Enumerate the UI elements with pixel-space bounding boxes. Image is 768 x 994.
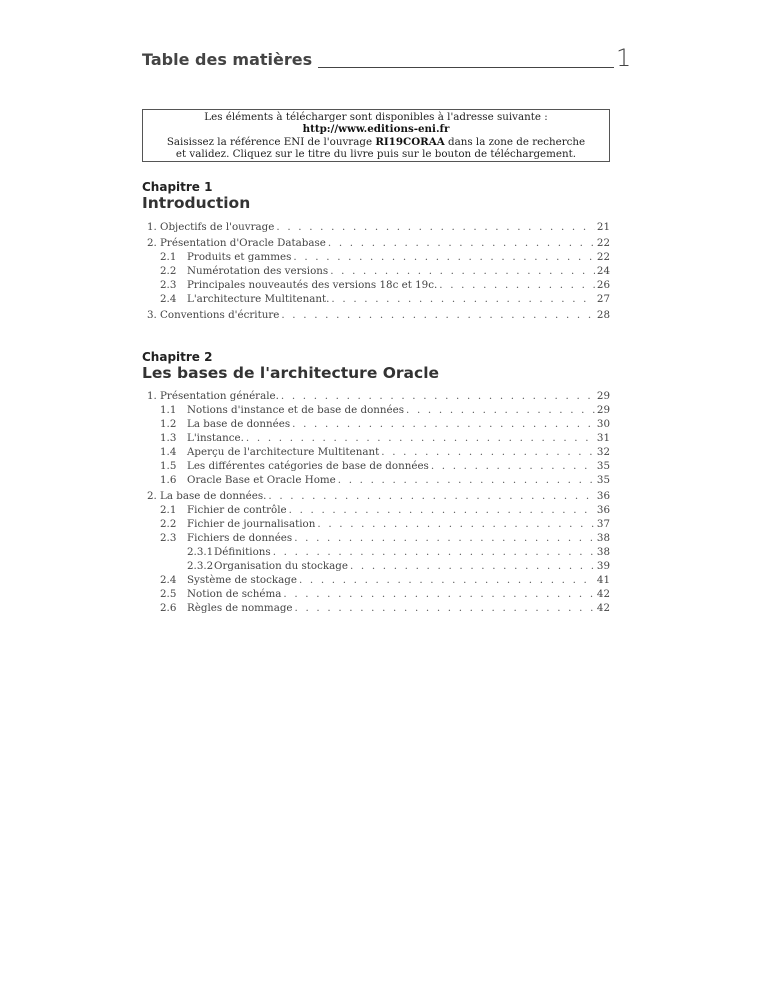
- entry-page: 36: [596, 504, 610, 516]
- entry-page: 37: [596, 518, 610, 530]
- entry-title: Oracle Base et Oracle Home: [187, 474, 336, 486]
- entry-number: 2.3: [160, 532, 177, 544]
- download-url[interactable]: http://www.editions-eni.fr: [302, 123, 450, 136]
- toc-entry[interactable]: [142, 531, 610, 545]
- entry-number: 2.4: [160, 293, 177, 305]
- entry-page: 35: [596, 474, 610, 486]
- leader-dots: [281, 389, 595, 403]
- leader-dots: [273, 545, 595, 559]
- entry-title: Système de stockage: [187, 574, 297, 586]
- leader-dots: [293, 250, 594, 264]
- leader-dots: [338, 473, 595, 487]
- entry-page: 22: [596, 237, 610, 249]
- leader-dots: [289, 503, 595, 517]
- entry-title: Produits et gammes: [187, 251, 292, 263]
- book-reference: RI19CORAA: [375, 135, 445, 148]
- entry-page: 35: [596, 460, 610, 472]
- toc-entry[interactable]: [142, 545, 610, 559]
- toc-entry[interactable]: [142, 308, 610, 322]
- entry-number: 1.2: [160, 418, 177, 430]
- chapter-label: Chapitre 1: [142, 180, 213, 194]
- entry-page: 36: [596, 490, 610, 502]
- notice-line: et validez. Cliquez sur le titre du livre puis sur le bouton de téléchargement.: [175, 147, 577, 160]
- entry-title: Conventions d'écriture: [160, 309, 280, 321]
- entry-title: Numérotation des versions: [187, 265, 329, 277]
- leader-dots: [283, 587, 595, 601]
- entry-page: 38: [596, 546, 610, 558]
- entry-page: 41: [596, 574, 610, 586]
- entry-title: L'instance.: [187, 432, 244, 444]
- toc-entry[interactable]: [142, 431, 610, 445]
- entry-number: 2.4: [160, 574, 177, 586]
- leader-dots: [439, 278, 595, 292]
- entry-number: 1.3: [160, 432, 177, 444]
- entry-page: 29: [596, 404, 610, 416]
- notice-line: Les éléments à télécharger sont disponibles à l'adresse suivante :: [204, 111, 548, 123]
- entry-page: 32: [596, 446, 610, 458]
- toc-list: [142, 389, 610, 615]
- leader-dots: [381, 445, 595, 459]
- entry-title: Présentation d'Oracle Database: [160, 237, 326, 249]
- toc-entry[interactable]: [142, 220, 610, 234]
- entry-title: Notions d'instance et de base de données: [187, 404, 405, 416]
- leader-dots: [350, 559, 595, 573]
- leader-dots: [276, 220, 595, 234]
- entry-title: Fichiers de données: [187, 532, 293, 544]
- entry-number: 1.: [147, 390, 157, 402]
- leader-dots: [292, 417, 595, 431]
- entry-title: Objectifs de l'ouvrage: [160, 221, 275, 233]
- entry-page: 22: [596, 251, 610, 263]
- entry-title: Notion de schéma: [187, 588, 282, 600]
- toc-entry[interactable]: [142, 403, 610, 417]
- chapter-title: Introduction: [142, 194, 251, 212]
- chapter-label: Chapitre 2: [142, 350, 213, 364]
- toc-entry[interactable]: [142, 417, 610, 431]
- entry-number: 2.1: [160, 251, 177, 263]
- entry-page: 39: [596, 560, 610, 572]
- entry-number: 1.4: [160, 446, 177, 458]
- notice-text: Saisissez la référence ENI de l'ouvrage: [166, 135, 376, 148]
- entry-number: 2.5: [160, 588, 177, 600]
- entry-title: Fichier de journalisation: [187, 518, 316, 530]
- toc-entry[interactable]: [142, 292, 610, 306]
- entry-title: La base de données: [187, 418, 291, 430]
- leader-dots: [330, 264, 595, 278]
- page-number: 1: [616, 44, 632, 72]
- entry-number: 1.6: [160, 474, 177, 486]
- chapter-title: Les bases de l'architecture Oracle: [142, 364, 440, 382]
- entry-number: 2.3.2: [187, 560, 214, 572]
- entry-number: 2.1: [160, 504, 177, 516]
- entry-title: Organisation du stockage: [214, 560, 348, 572]
- entry-page: 42: [596, 602, 610, 614]
- toc-entry[interactable]: [142, 236, 610, 250]
- toc-entry[interactable]: [142, 278, 610, 292]
- download-notice: [142, 109, 610, 162]
- entry-number: 2.: [147, 237, 157, 249]
- entry-title: La base de données.: [160, 490, 267, 502]
- entry-page: 27: [596, 293, 610, 305]
- toc-entry[interactable]: [142, 473, 610, 487]
- entry-number: 1.: [147, 221, 157, 233]
- header-rule: [318, 67, 614, 68]
- leader-dots: [268, 489, 595, 503]
- toc-entry[interactable]: [142, 573, 610, 587]
- leader-dots: [328, 236, 595, 250]
- toc-entry[interactable]: [142, 559, 610, 573]
- entry-title: Principales nouveautés des versions 18c et 19c.: [187, 279, 438, 291]
- entry-page: 30: [596, 418, 610, 430]
- chapter-heading: [142, 350, 439, 382]
- toc-entry[interactable]: [142, 250, 610, 264]
- toc-entry[interactable]: [142, 264, 610, 278]
- entry-number: 2.2: [160, 518, 177, 530]
- entry-number: 2.3: [160, 279, 177, 291]
- entry-page: 29: [596, 390, 610, 402]
- leader-dots: [431, 459, 595, 473]
- entry-number: 1.1: [160, 404, 177, 416]
- page-header: [142, 44, 632, 74]
- toc-entry[interactable]: [142, 503, 610, 517]
- entry-number: 2.6: [160, 602, 177, 614]
- entry-page: 24: [596, 265, 610, 277]
- entry-title: Aperçu de l'architecture Multitenant: [187, 446, 380, 458]
- entry-title: Présentation générale.: [160, 390, 279, 402]
- toc-entry[interactable]: [142, 517, 610, 531]
- entry-title: Les différentes catégories de base de données: [187, 460, 429, 472]
- entry-page: 38: [596, 532, 610, 544]
- toc-entry[interactable]: [142, 389, 610, 403]
- entry-title: Règles de nommage: [187, 602, 293, 614]
- entry-page: 26: [596, 279, 610, 291]
- toc-entry[interactable]: [142, 601, 610, 615]
- leader-dots: [331, 292, 594, 306]
- chapter-heading: [142, 180, 250, 212]
- entry-number: 2.2: [160, 265, 177, 277]
- entry-page: 42: [596, 588, 610, 600]
- entry-page: 31: [596, 432, 610, 444]
- entry-page: 28: [596, 309, 610, 321]
- toc-entry[interactable]: [142, 587, 610, 601]
- leader-dots: [295, 601, 595, 615]
- leader-dots: [317, 517, 595, 531]
- toc-entry[interactable]: [142, 445, 610, 459]
- leader-dots: [406, 403, 595, 417]
- notice-text: dans la zone de recherche: [444, 135, 586, 148]
- entry-number: 3.: [147, 309, 157, 321]
- leader-dots: [246, 431, 595, 445]
- leader-dots: [294, 531, 595, 545]
- entry-title: Définitions: [214, 546, 271, 558]
- entry-title: Fichier de contrôle: [187, 504, 287, 516]
- leader-dots: [299, 573, 595, 587]
- entry-number: 2.: [147, 490, 157, 502]
- toc-entry[interactable]: [142, 489, 610, 503]
- entry-page: 21: [596, 221, 610, 233]
- leader-dots: [281, 308, 595, 322]
- toc-entry[interactable]: [142, 459, 610, 473]
- entry-number: 2.3.1: [187, 546, 214, 558]
- entry-number: 1.5: [160, 460, 177, 472]
- page-title: Table des matières: [142, 50, 313, 69]
- toc-list: [142, 220, 610, 322]
- entry-title: L'architecture Multitenant.: [187, 293, 330, 305]
